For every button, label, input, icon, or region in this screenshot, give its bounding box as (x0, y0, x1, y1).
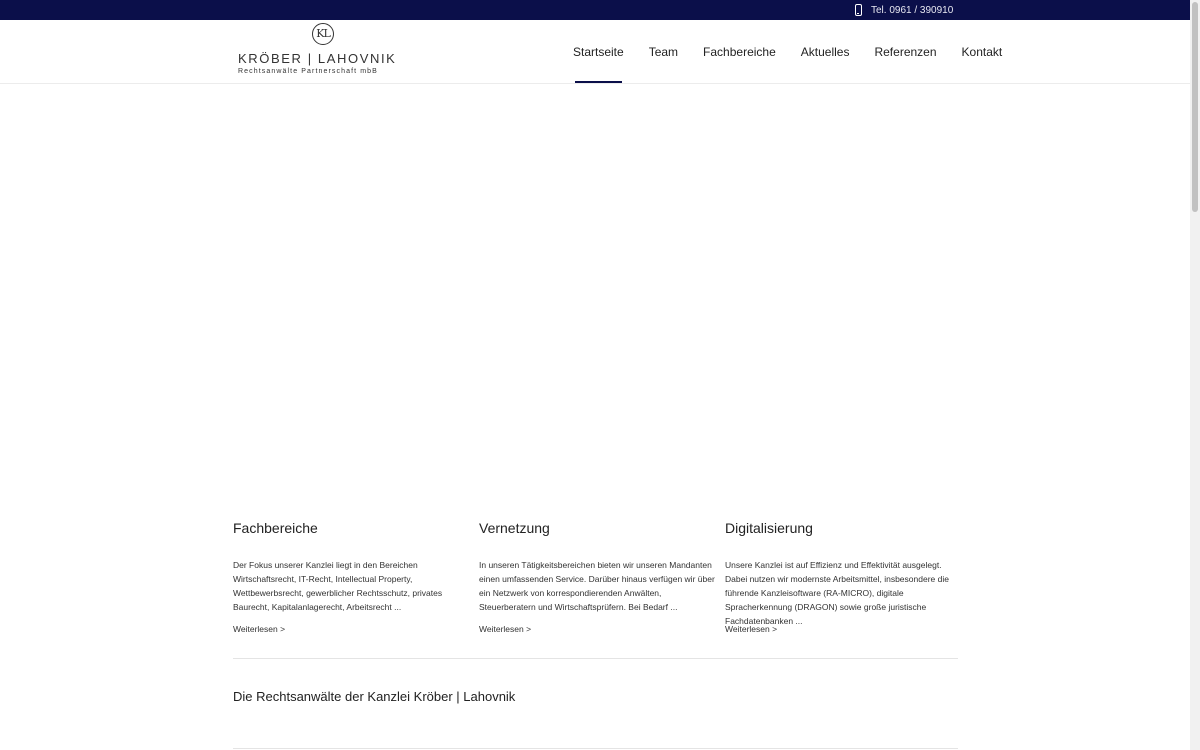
divider (233, 748, 958, 749)
column-vernetzung (479, 520, 715, 634)
read-more-link[interactable]: Weiterlesen > (479, 624, 532, 634)
nav-team[interactable]: Team (648, 44, 679, 59)
logo-mark: KL (312, 23, 334, 45)
divider (233, 658, 958, 659)
scrollbar[interactable] (1190, 0, 1200, 750)
column-fachbereiche (233, 520, 469, 634)
column-text: In unseren Tätigkeitsbereichen bieten wir unseren Mandanten einen umfassenden Service. Darüber hinaus verfügen wir über ein Netzwerk von korrespondierenden Anwälten, Steuerberatern und Wirtschaftsprüfern. Bei Bedarf ... (479, 560, 715, 612)
nav-fachbereiche[interactable]: Fachbereiche (703, 44, 776, 59)
logo-subtitle: Rechtsanwälte Partnerschaft mbB (238, 68, 378, 75)
column-title: Fachbereiche (233, 520, 318, 536)
column-title: Digitalisierung (725, 520, 813, 536)
phone-contact[interactable] (855, 2, 953, 18)
nav-startseite[interactable]: Startseite (573, 20, 624, 83)
hero-area (0, 84, 1190, 504)
logo[interactable] (238, 23, 410, 80)
logo-name: KRÖBER | LAHOVNIK (238, 51, 397, 66)
column-title: Vernetzung (479, 520, 550, 536)
top-bar (0, 0, 1190, 20)
nav-referenzen[interactable]: Referenzen (874, 44, 937, 59)
column-digitalisierung (725, 520, 961, 634)
phone-number[interactable]: Tel. 0961 / 390910 (871, 4, 954, 16)
read-more-link[interactable]: Weiterlesen > (725, 624, 778, 634)
nav-kontakt[interactable]: Kontakt (961, 44, 1003, 59)
section-title: Die Rechtsanwälte der Kanzlei Kröber | Lahovnik (233, 689, 516, 704)
site-header (0, 20, 1190, 84)
column-text: Unsere Kanzlei ist auf Effizienz und Effektivität ausgelegt. Dabei nutzen wir modernste Arbeitsmittel, insbesondere die führende Kanzleisoftware (RA-MICRO), digitale Spracherkennung (DRAGON) sowie große juristische Fachdatenbanken ... (725, 560, 949, 626)
nav-aktuelles[interactable]: Aktuelles (800, 44, 850, 59)
column-text: Der Fokus unserer Kanzlei liegt in den Bereichen Wirtschaftsrecht, IT-Recht, Intellectual Property, Wettbewerbsrecht, gewerblicher Rechtsschutz, privates Baurecht, Kapitalanlagerecht, Arbeitsrecht ... (233, 560, 443, 612)
read-more-link[interactable]: Weiterlesen > (233, 624, 286, 634)
main-navigation (560, 20, 1002, 83)
mobile-phone-icon (855, 4, 862, 16)
scrollbar-thumb[interactable] (1192, 2, 1198, 212)
